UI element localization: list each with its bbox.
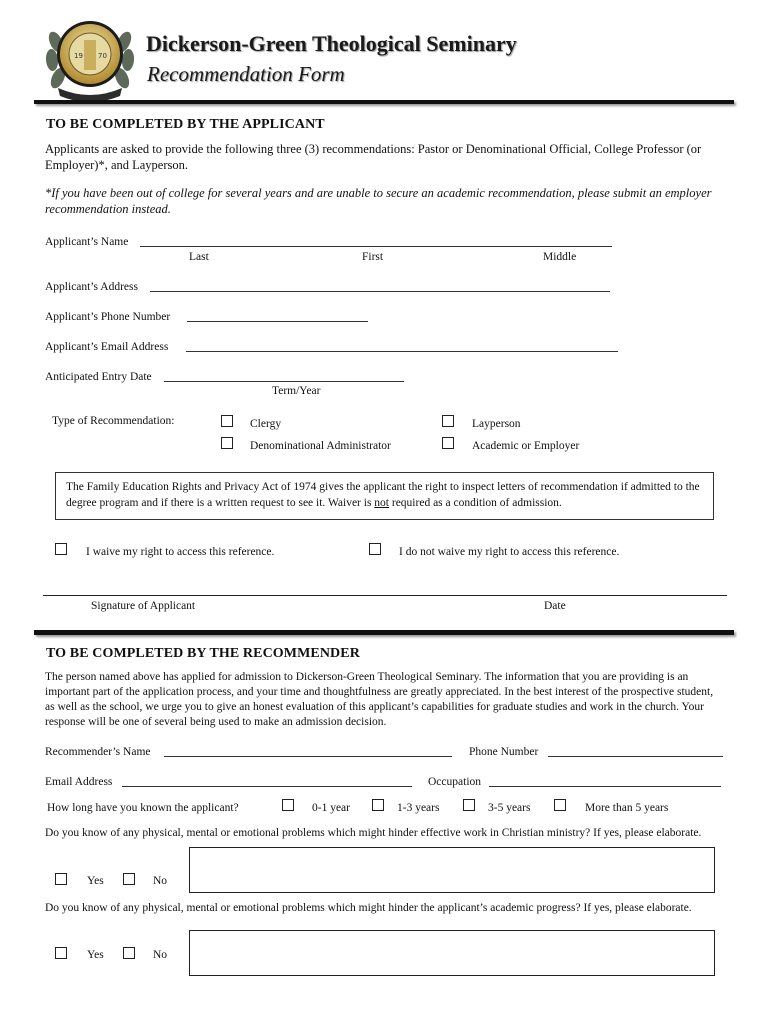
known-3-5-checkbox[interactable] bbox=[463, 799, 475, 811]
form-title: Recommendation Form bbox=[147, 62, 345, 86]
name-middle-caption: Middle bbox=[543, 251, 577, 263]
type-clergy-label: Clergy bbox=[250, 418, 282, 430]
name-first-caption: First bbox=[362, 251, 384, 263]
type-academic-checkbox[interactable] bbox=[442, 437, 454, 449]
type-denominational-label: Denominational Administrator bbox=[250, 440, 391, 452]
type-layperson-label: Layperson bbox=[472, 418, 521, 430]
q2-no-label: No bbox=[153, 949, 168, 961]
recommender-phone-label: Phone Number bbox=[469, 746, 539, 758]
recommender-heading: TO BE COMPLETED BY THE RECOMMENDER bbox=[46, 646, 360, 661]
waive-checkbox[interactable] bbox=[55, 543, 67, 555]
recommender-phone-field[interactable] bbox=[548, 745, 723, 757]
q1-no-checkbox[interactable] bbox=[123, 873, 135, 885]
question-ministry: Do you know of any physical, mental or emotional problems which might hinder effective work in Christian ministry? If yes, please elaborate. bbox=[45, 827, 702, 839]
recommendation-type-label: Type of Recommendation: bbox=[52, 415, 175, 427]
not-waive-checkbox[interactable] bbox=[369, 543, 381, 555]
q1-yes-label: Yes bbox=[87, 875, 104, 887]
known-duration-label: How long have you known the applicant? bbox=[47, 802, 239, 814]
known-1-3-label: 1-3 years bbox=[397, 802, 440, 814]
logo-year-right: 70 bbox=[98, 52, 107, 60]
q2-yes-label: Yes bbox=[87, 949, 104, 961]
header-rule bbox=[34, 100, 734, 104]
known-1-3-checkbox[interactable] bbox=[372, 799, 384, 811]
occupation-label: Occupation bbox=[428, 776, 482, 788]
applicant-email-field[interactable] bbox=[186, 340, 618, 352]
entry-date-field[interactable] bbox=[164, 370, 404, 382]
q2-elaborate-box[interactable] bbox=[189, 930, 715, 976]
type-layperson-checkbox[interactable] bbox=[442, 415, 454, 427]
applicant-note: *If you have been out of college for several years and are unable to secure an academic recommendation, please submit an employer recommendation instead. bbox=[45, 186, 712, 216]
date-label: Date bbox=[544, 600, 566, 612]
recommender-intro: The person named above has applied for admission to Dickerson-Green Theological Seminary. The information that you are providing is an important part of the application process, and your time and thoughtfulness are greatly appreciated. In the best interest of the prospective student, as well as the school, we urge you to give an honest evaluation of this applicant’s capabilities for graduate studies and work in the church. Your response will be one of several being used to make an admission decision. bbox=[45, 671, 714, 728]
entry-date-label: Anticipated Entry Date bbox=[45, 371, 152, 383]
known-0-1-label: 0-1 year bbox=[312, 802, 350, 814]
type-academic-label: Academic or Employer bbox=[472, 440, 580, 452]
recommender-name-field[interactable] bbox=[164, 745, 452, 757]
type-clergy-checkbox[interactable] bbox=[221, 415, 233, 427]
applicant-heading: TO BE COMPLETED BY THE APPLICANT bbox=[46, 117, 325, 132]
recommender-email-label: Email Address bbox=[45, 776, 113, 788]
waive-label: I waive my right to access this reference. bbox=[86, 546, 275, 558]
ferpa-text-2: required as a condition of admission. bbox=[389, 497, 562, 509]
q1-no-label: No bbox=[153, 875, 168, 887]
known-5plus-checkbox[interactable] bbox=[554, 799, 566, 811]
recommender-email-field[interactable] bbox=[122, 775, 412, 787]
known-5plus-label: More than 5 years bbox=[585, 802, 669, 814]
entry-date-caption: Term/Year bbox=[272, 385, 321, 397]
signature-line[interactable] bbox=[43, 595, 727, 596]
name-last-caption: Last bbox=[189, 251, 209, 263]
signature-label: Signature of Applicant bbox=[91, 600, 196, 612]
question-academic: Do you know of any physical, mental or emotional problems which might hinder the applicant’s academic progress? If yes, please elaborate. bbox=[45, 902, 692, 914]
applicant-phone-label: Applicant’s Phone Number bbox=[45, 311, 171, 323]
q2-no-checkbox[interactable] bbox=[123, 947, 135, 959]
type-denominational-checkbox[interactable] bbox=[221, 437, 233, 449]
q2-yes-checkbox[interactable] bbox=[55, 947, 67, 959]
applicant-address-label: Applicant’s Address bbox=[45, 281, 138, 293]
ferpa-not: not bbox=[374, 497, 389, 509]
q1-elaborate-box[interactable] bbox=[189, 847, 715, 893]
q1-yes-checkbox[interactable] bbox=[55, 873, 67, 885]
not-waive-label: I do not waive my right to access this reference. bbox=[399, 546, 620, 558]
applicant-address-field[interactable] bbox=[150, 280, 610, 292]
known-3-5-label: 3-5 years bbox=[488, 802, 531, 814]
ferpa-notice bbox=[55, 472, 714, 520]
ferpa-text-1: The Family Education Rights and Privacy Act of 1974 gives the applicant the right to inspect letters of recommendation if admitted to the degree program and if there is a written request to see it. Waiver is bbox=[66, 481, 700, 509]
recommender-name-label: Recommender’s Name bbox=[45, 746, 151, 758]
applicant-intro: Applicants are asked to provide the following three (3) recommendations: Pastor or Denominational Official, College Professor (or Employer)*, and Layperson. bbox=[45, 142, 702, 172]
org-name: Dickerson-Green Theological Seminary bbox=[146, 31, 517, 56]
seminary-logo bbox=[44, 12, 136, 100]
occupation-field[interactable] bbox=[489, 775, 721, 787]
logo-year-left: 19 bbox=[74, 52, 83, 60]
known-0-1-checkbox[interactable] bbox=[282, 799, 294, 811]
applicant-name-field[interactable] bbox=[140, 235, 612, 247]
section-rule bbox=[34, 630, 734, 635]
applicant-email-label: Applicant’s Email Address bbox=[45, 341, 169, 353]
applicant-name-label: Applicant’s Name bbox=[45, 236, 129, 248]
applicant-phone-field[interactable] bbox=[187, 310, 368, 322]
